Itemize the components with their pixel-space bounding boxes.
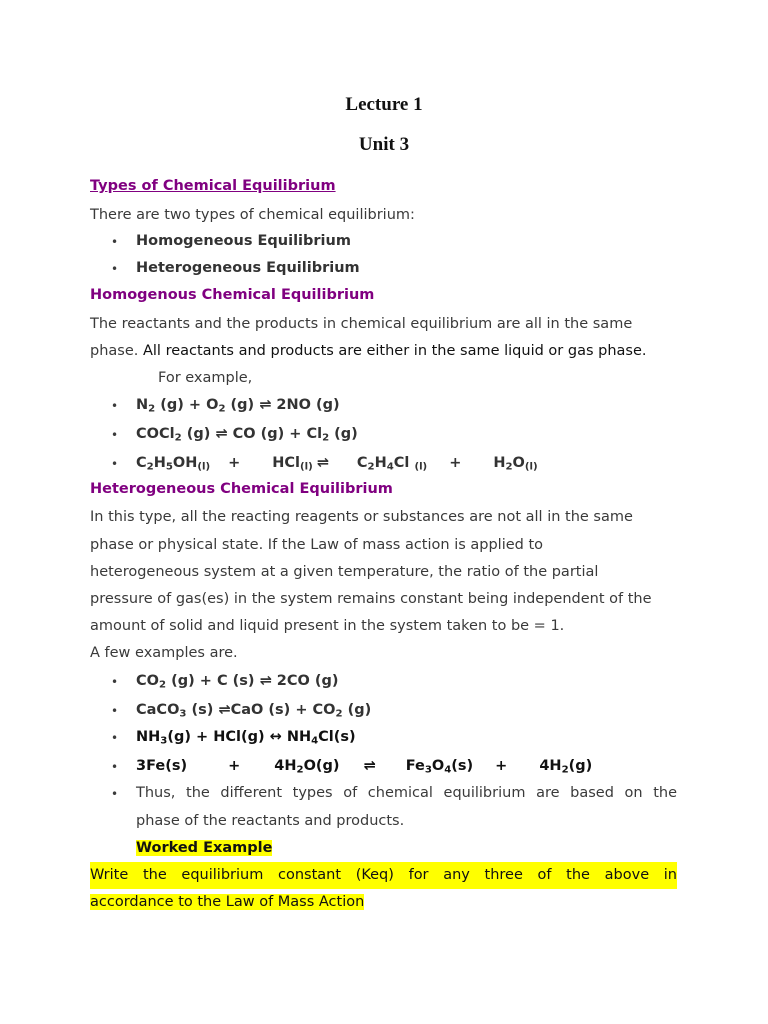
heterogeneous-heading: Heterogeneous Chemical Equilibrium [90, 481, 393, 497]
bullet-icon: • [111, 235, 119, 249]
heterogeneous-para-line2: phase or physical state. If the Law of mass action is applied to [90, 537, 544, 553]
homog-equation-1: $N_2$ $(g) + O_2$ (g) ⇌ 2NO (g) [136, 397, 340, 415]
hetero-equation-4: $3Fe(s) + 4H_2O(g)$ ⇌ $Fe_3O_4(s) + 4H_2(g)$ [136, 758, 593, 776]
homogenous-heading: Homogenous Chemical Equilibrium [90, 287, 375, 303]
worked-example-question-line2: accordance to the Law of Mass Action [90, 894, 365, 910]
bullet-icon: • [111, 731, 119, 745]
types-heading-link[interactable]: Types of Chemical Equilibrium [90, 178, 336, 194]
few-examples-label: A few examples are. [90, 645, 238, 661]
bullet-icon: • [111, 428, 119, 442]
types-intro: There are two types of chemical equilibrium: [90, 207, 415, 223]
homogenous-para-line2-start: phase. [90, 343, 143, 359]
bullet-icon: • [111, 760, 119, 774]
hetero-equation-2: CaCO$_3$ (s) ⇌CaO $(s) + CO_2$ (g) [136, 702, 372, 720]
heterogeneous-para-line1: In this type, all the reacting reagents or substances are not all in the same [90, 509, 633, 525]
bullet-icon: • [111, 399, 119, 413]
list-item-homogeneous: Homogeneous Equilibrium [136, 233, 351, 249]
heterogeneous-para-line3: heterogeneous system at a given temperature, the ratio of the partial [90, 564, 599, 580]
worked-example-question-line1: Write the equilibrium constant (Keq) for any three of the above in [90, 862, 677, 889]
homogenous-para-line2-end: All reactants and products are either in the same liquid or gas phase. [142, 343, 647, 359]
heterogeneous-para-line4: pressure of gas(es) in the system remains constant being independent of the [90, 591, 652, 607]
hetero-equation-1: $CO_2$ (g) + C (s) ⇌ 2CO (g) [136, 673, 339, 691]
homogenous-para-line1: The reactants and the products in chemical equilibrium are all in the same [90, 316, 633, 332]
example-label: For example, [158, 370, 253, 386]
homogenous-para-line2 [90, 338, 677, 365]
bullet-icon: • [111, 675, 119, 689]
conclusion-line1: Thus, the different types of chemical equilibrium are based on the [136, 785, 677, 801]
bullet-icon: • [111, 787, 119, 801]
lecture-title: Lecture 1 [345, 94, 423, 115]
bullet-icon: • [111, 262, 119, 276]
conclusion-line2: phase of the reactants and products. [136, 813, 405, 829]
bullet-icon: • [111, 457, 119, 471]
homog-equation-3: $C_2H_5OH_{(l)} + HCl_{(l)}$ ⇌ $C_2H_4Cl$ $_{(l)} + H_2O_{(l)}$ [136, 455, 538, 473]
heterogeneous-para-line5: amount of solid and liquid present in the system taken to be = 1. [90, 618, 565, 634]
worked-example-label: Worked Example [136, 840, 273, 856]
unit-title: Unit 3 [358, 134, 410, 155]
list-item-heterogeneous: Heterogeneous Equilibrium [136, 260, 360, 276]
bullet-icon: • [111, 704, 119, 718]
hetero-equation-3: $NH_3(g) + HCl(g)$ ↔ $NH_4Cl(s)$ [136, 729, 356, 747]
homog-equation-2: COCl$_2$ (g) ⇌ CO $(g) + Cl_2$ (g) [136, 426, 358, 444]
